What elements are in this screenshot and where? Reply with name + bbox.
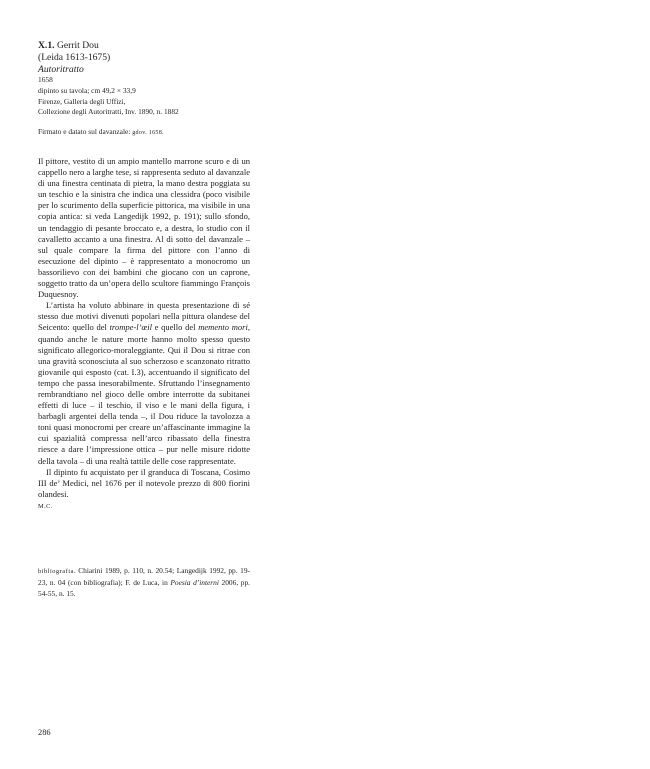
artwork-location: Firenze, Galleria degli Uffizi, [38, 96, 126, 106]
essay-text [38, 156, 250, 512]
artwork-details [38, 75, 250, 118]
term-memento-mori: memento mori [198, 322, 248, 333]
inscription-text: Firmato e datato sul davanzale: [38, 127, 131, 136]
term-trompe-loeil: trompe-l’œil [109, 322, 152, 333]
bibliography-text-a: . Chiarini 1989, p. 110, n. 20.54; Langedijk 1992, pp. 19-23, n. 04 (con bibliografia); F. de Luca, in [38, 566, 250, 587]
entry-heading [38, 40, 250, 77]
paragraph-2-part-c: , quando anche le nature morte hanno molto spesso questo significato allegorico-moraleggiante. Qui il Dou si ritrae con una gravità sconosciuta al suo scherzoso e scanzonato ritratto giovanile qui esposto (cat. I.3), accentuando il significato del tempo che passa inesorabilmente. Sfruttando l’insegnamento rembrandtiano nel gioco delle ombre interrotte da subitanei effetti di luce – il teschio, il viso e le mani della figura, i barbagli argentei della tenda –, il Dou riduce la tavolozza a toni quasi monocromi per creare un’affascinante immagine la cui spazialità compressa nell’arco ribassato della finestra riesce a dare l’impressione ottica – pur nelle misure ridotte della tavola – di una realtà tattile delle cose rappresentate. [38, 322, 250, 466]
entry-number: X.1. [38, 40, 55, 51]
artwork-collection: Collezione degli Autoritratti, Inv. 1890, n. 1882 [38, 107, 179, 117]
author-initials: M.C. [38, 502, 53, 510]
paragraph-3: Il dipinto fu acquistato per il granduca di Toscana, Cosimo III de’ Medici, nel 1676 per il notevole prezzo di 800 fiorini olandesi. [38, 466, 250, 499]
paragraph-2-part-b: e quello del [151, 322, 199, 333]
bibliography [38, 565, 250, 599]
page-number: 286 [38, 728, 51, 737]
artwork-title-text: Autoritratto [38, 64, 84, 76]
entry-title-line [38, 40, 250, 52]
paragraph-2 [38, 300, 250, 466]
artwork-date: 1658 [38, 75, 53, 84]
artist-life-dates: (Leida 1613-1675) [38, 52, 111, 64]
bibliography-work-title: Poesia d’interni [170, 578, 219, 587]
bibliography-label: bibliografia [38, 568, 74, 575]
artist-name: Gerrit Dou [56, 40, 99, 51]
signature-text: gdov. 1658. [132, 130, 164, 136]
inscription [38, 127, 250, 139]
artwork-medium: dipinto su tavola; cm 49,2 × 33,9 [38, 85, 136, 95]
bibliography-text-b: 2006, pp. 54-55, n. 15. [38, 578, 250, 598]
paragraph-2-part-a: L’artista ha voluto abbinare in questa presentazione di sé stesso due motivi divenuti popolari nella pittura olandese del Seicento: quello del [38, 300, 250, 333]
paragraph-1: Il pittore, vestito di un ampio mantello marrone scuro e di un cappello nero a larghe tese, si rappresenta seduto al davanzale di una finestra centinata di pietra, la mano destra poggiata su un teschio e la sinistra che indica una clessidra (poco visibile per lo scurimento della superficie pittorica, ma visibile in una copia antica: si veda Langedijk 1992, p. 191); sullo sfondo, un tendaggio di pesante broccato e, a destra, lo studio con il cavalletto accanto a una finestra. Al di sotto del davanzale – sul quale compare la firma del pittore con l’anno di esecuzione del dipinto – è rappresentato a monocromo un bassorilievo con dei bambini che giocano con un caprone, soggetto tratto da un’opera dello scultore fiammingo François Duquesnoy. [38, 156, 250, 300]
